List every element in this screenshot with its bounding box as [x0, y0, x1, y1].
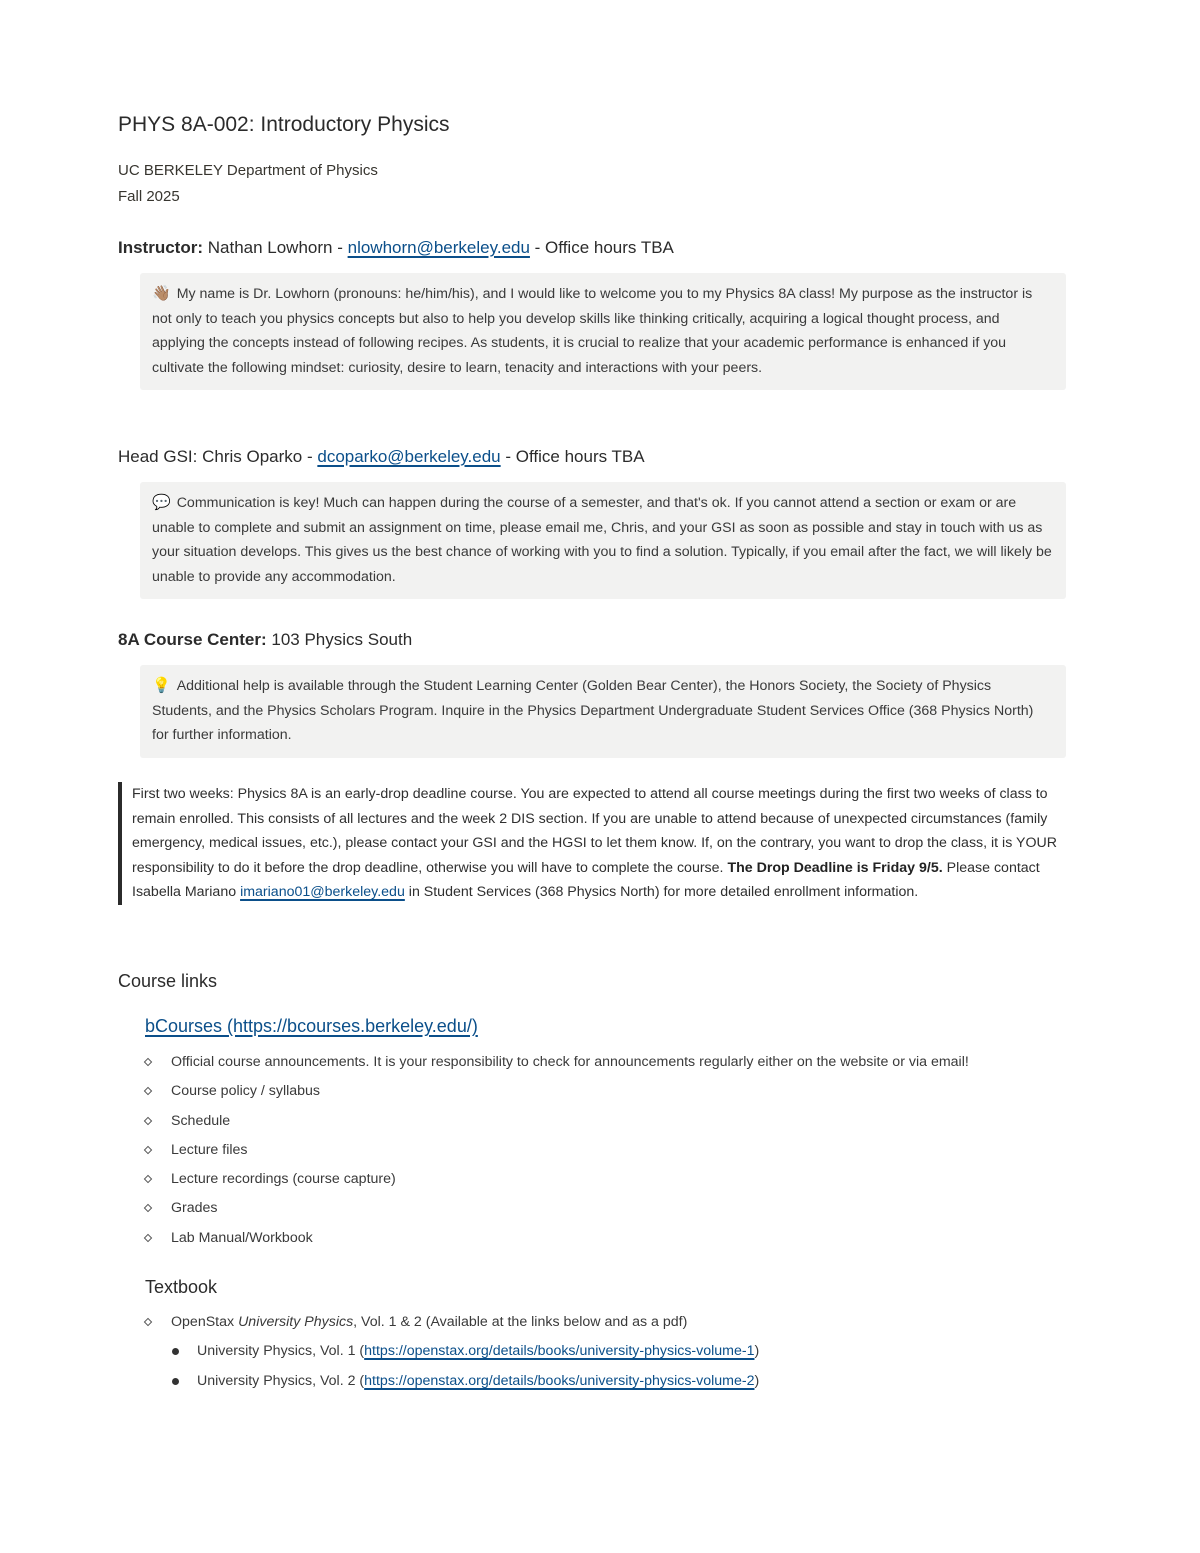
drop-deadline-quote	[118, 782, 1090, 905]
textbook-title: University Physics	[238, 1314, 354, 1330]
textbook-heading: Textbook	[145, 1277, 218, 1297]
list-item: Lecture recordings (course capture)	[145, 1165, 969, 1194]
course-center-callout	[140, 665, 1066, 758]
instructor-email-link[interactable]: nlowhorn@berkeley.edu	[347, 238, 530, 257]
course-links-list	[145, 1048, 969, 1253]
course-center-label: 8A Course Center:	[118, 630, 267, 649]
list-item: OpenStax University Physics, Vol. 1 & 2 (Available at the links below and as a pdf)	[145, 1308, 687, 1337]
volume-1-link[interactable]: https://openstax.org/details/books/university-physics-volume-1	[364, 1343, 755, 1359]
head-gsi-heading	[118, 447, 645, 467]
course-center-location: 103 Physics South	[271, 630, 413, 649]
speech-bubble-icon: 💬	[152, 494, 171, 511]
diamond-bullet-icon	[144, 1116, 152, 1124]
head-gsi-callout	[140, 482, 1066, 599]
list-item: Schedule	[145, 1107, 969, 1136]
quote-text-1: First two weeks: Physics 8A is an early-drop deadline course. You are expected to attend all course meetings during the first two weeks of class to remain enrolled. This consists of all lectures and the week 2 DIS section. If you are unable to attend because of unexpected circumstances (family emergency, medical issues, etc.), please contact your GSI and the HGSI to let them know. If, on the contrary, you want to drop the class, it is YOUR responsibility to do it before the drop deadline, otherwise you will have to complete the course.	[132, 786, 1057, 876]
head-gsi-office-hours: - Office hours TBA	[505, 447, 645, 466]
list-item: University Physics, Vol. 1 (https://openstax.org/details/books/university-physics-volume-1)	[171, 1337, 759, 1367]
term-line: Fall 2025	[118, 188, 180, 205]
list-item: University Physics, Vol. 2 (https://openstax.org/details/books/university-physics-volume-2)	[171, 1367, 759, 1397]
head-gsi-email-link[interactable]: dcoparko@berkeley.edu	[317, 447, 501, 466]
quote-text-2: Please contact Isabella Mariano	[132, 859, 1040, 901]
drop-deadline-text: The Drop Deadline is Friday 9/5.	[727, 859, 943, 876]
diamond-bullet-icon	[144, 1234, 152, 1242]
list-item: Official course announcements. It is your responsibility to check for announcements regularly either on the website or via email!	[145, 1048, 969, 1077]
instructor-name: Nathan Lowhorn -	[207, 238, 343, 257]
diamond-bullet-icon	[144, 1146, 152, 1154]
student-services-email-link[interactable]: imariano01@berkeley.edu	[240, 884, 405, 901]
dot-bullet-icon	[172, 1378, 179, 1385]
dot-bullet-icon	[172, 1348, 179, 1355]
instructor-label: Instructor:	[118, 238, 203, 257]
instructor-office-hours: - Office hours TBA	[534, 238, 674, 257]
diamond-bullet-icon	[144, 1058, 152, 1066]
head-gsi-label: Head GSI: Chris Oparko -	[118, 447, 313, 466]
diamond-bullet-icon	[144, 1318, 152, 1326]
course-center-callout-text: Additional help is available through the Student Learning Center (Golden Bear Center), the Honors Society, the Society of Physics Students, and the Physics Scholars Program. Inquire in the Physics Department Undergraduate Student Services Office (368 Physics North) for further information.	[152, 678, 1034, 744]
diamond-bullet-icon	[144, 1175, 152, 1183]
instructor-heading	[118, 238, 674, 258]
bcourses-link[interactable]: bCourses (https://bcourses.berkeley.edu/)	[145, 1016, 478, 1036]
instructor-callout	[140, 273, 1066, 390]
course-center-heading	[118, 630, 412, 650]
textbook-volumes-list	[171, 1337, 759, 1396]
instructor-callout-text: My name is Dr. Lowhorn (pronouns: he/him/his), and I would like to welcome you to my Physics 8A class! My purpose as the instructor is not only to teach you physics concepts but also to help you develop skills like thinking critically, acquiring a logical thought process, and applying the concepts instead of following recipes. As students, it is crucial to realize that your academic performance is enhanced if you cultivate the following mindset: curiosity, desire to learn, tenacity and interactions with your peers.	[152, 286, 1033, 376]
waving-hand-icon: 👋🏽	[152, 285, 171, 302]
list-item: Course policy / syllabus	[145, 1077, 969, 1106]
diamond-bullet-icon	[144, 1087, 152, 1095]
department-line: UC BERKELEY Department of Physics	[118, 162, 378, 179]
page-title: PHYS 8A-002: Introductory Physics	[118, 113, 450, 136]
list-item: Lecture files	[145, 1136, 969, 1165]
quote-text-3: in Student Services (368 Physics North) for more detailed enrollment information.	[408, 884, 919, 901]
light-bulb-icon: 💡	[152, 677, 171, 694]
volume-2-link[interactable]: https://openstax.org/details/books/university-physics-volume-2	[364, 1372, 755, 1389]
diamond-bullet-icon	[144, 1204, 152, 1212]
head-gsi-callout-text: Communication is key! Much can happen during the course of a semester, and that's ok. If you cannot attend a section or exam or are unable to complete and submit an assignment on time, please email me, Chris, and your GSI as soon as possible and stay in touch with us as your situation develops. This gives us the best chance of working with you to find a solution. Typically, if you email after the fact, we will likely be unable to provide any accommodation.	[152, 495, 1052, 585]
textbook-list	[145, 1308, 687, 1337]
list-item: Grades	[145, 1194, 969, 1223]
list-item: Lab Manual/Workbook	[145, 1224, 969, 1253]
course-links-heading: Course links	[118, 971, 218, 991]
